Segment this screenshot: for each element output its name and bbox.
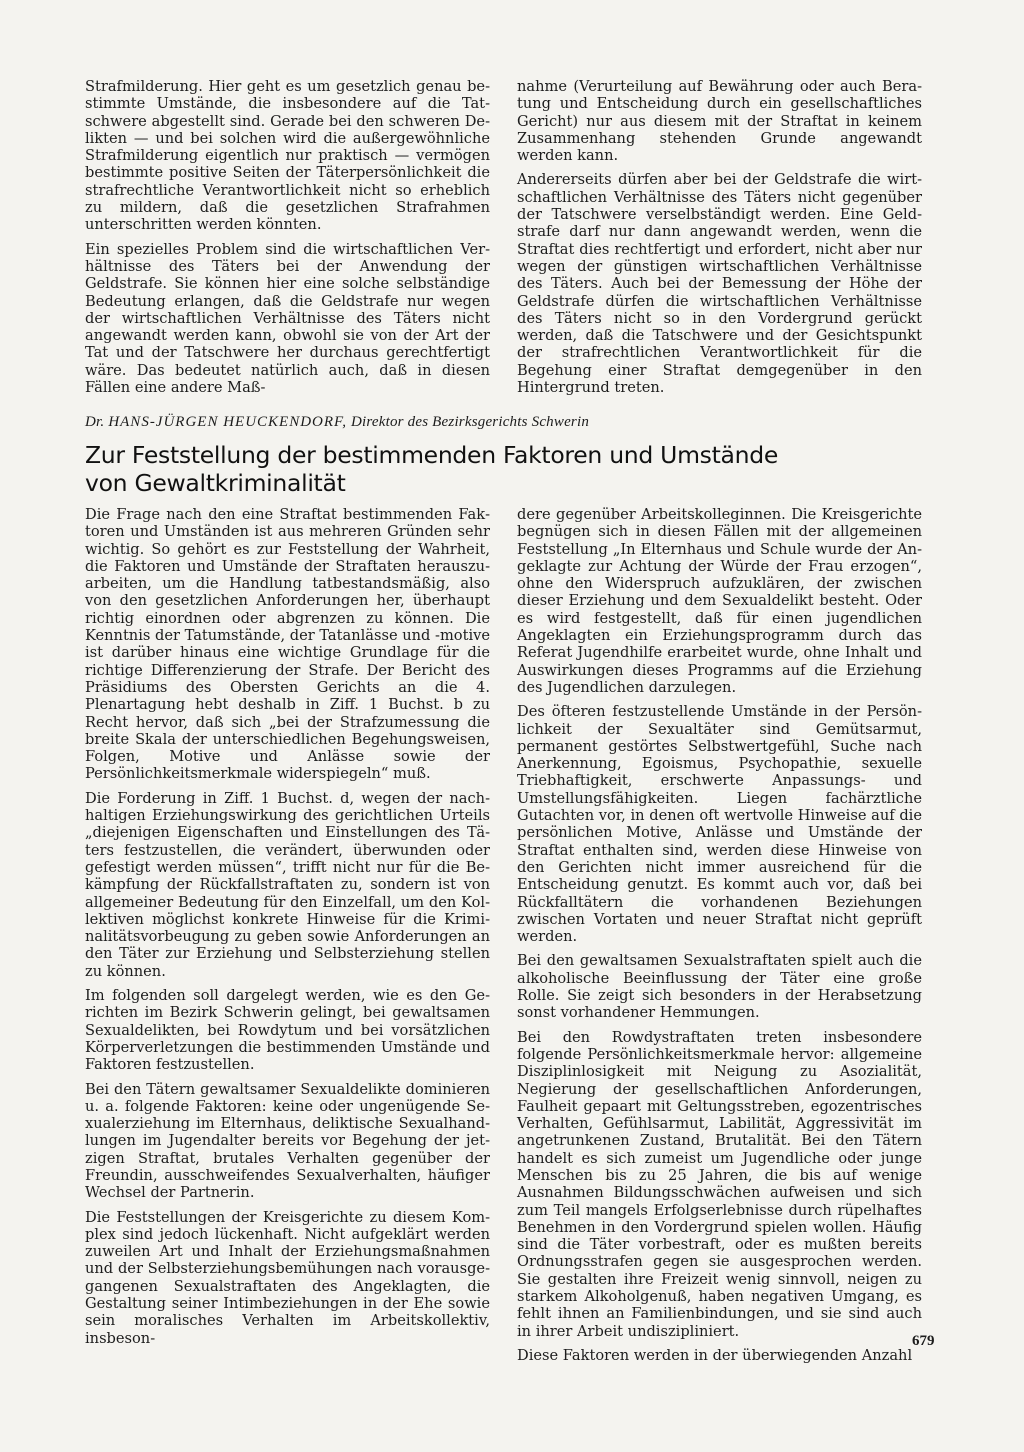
headline-line-2: von Gewaltkriminalität (85, 469, 346, 497)
paragraph: Die Forderung in Ziff. 1 Buchst. d, wegen der nachhaltigen Erziehungswirkung des gerichtlichen Urteils „diejenigen Eigenschaften und Einstellungen des Täters festzustellen, die verändert, überwunden oder gefestigt werden müssen“, trifft nicht nur für die Bekämpfung der Rückfallstraftaten zu, sondern ist von allgemeiner Bedeutung für den Einzelfall, um den Kollektiven möglichst konkrete Hinweise für die Kriminalitätsvorbeugung zu geben sowie Anforderungen an den Täter zur Erziehung und Selbsterziehung stellen zu können. (85, 789, 490, 980)
paragraph: Des öfteren festzustellende Umstände in der Persönlichkeit der Sexualtäter sind Gemütsarmut, permanent gestörtes Selbstwertgefühl, Suche nach Anerkennung, Egoismus, Psychopathie, sexuelle Triebhaftigkeit, erschwerte Anpassungs- und Umstellungsfähigkeiten. Liegen fachärztliche Gutachten vor, in denen oft wertvolle Hinweise auf die persönlichen Motive, Anlässe und Umstände der Straftat enthalten sind, werden diese Hinweise von den Gerichten nicht immer ausreichend für die Entscheidung genutzt. Es kommt auch vor, daß bei Rückfalltätern die vorhandenen Beziehungen zwischen Vortaten und neuer Straftat nicht geprüft werden. (517, 703, 922, 946)
column-bottom-right (517, 506, 922, 1371)
paragraph: dere gegenüber Arbeitskolleginnen. Die Kreisgerichte begnügen sich in diesen Fällen mit der allgemeinen Feststellung „In Elternhaus und Schule wurde der Angeklagte zur Achtung der Würde der Frau erzogen“, ohne den Widerspruch aufzuklären, der zwischen dieser Erziehung und dem Sexualdelikt besteht. Oder es wird festgestellt, daß für einen jugendlichen Angeklagten ein Erziehungsprogramm durch das Referat Jugendhilfe erarbeitet wurde, ohne Inhalt und Auswirkungen dieses Programms auf die Erziehung des Jugendlichen darzulegen. (517, 506, 922, 696)
author-byline (85, 414, 589, 431)
paragraph: Bei den gewaltsamen Sexualstraftaten spielt auch die alkoholische Beeinflussung der Täter eine große Rolle. Sie zeigt sich besonders in der Herabsetzung sonst vorhandener Hemmungen. (517, 952, 922, 1022)
page-number: 679 (912, 1333, 935, 1349)
author-prefix: Dr. (85, 414, 105, 430)
paragraph: Andererseits dürfen aber bei der Geldstrafe die wirtschaftlichen Verhältnisse des Täters nicht gegenüber der Tatschwere verselbständigt werden. Eine Geldstrafe darf nur dann angewandt werden, wenn die Straftat dies rechtfertigt und erfordert, nicht aber nur wegen der günstigen wirtschaftlichen Verhältnisse des Täters. Auch bei der Bemessung der Höhe der Geldstrafe dürfen die wirtschaftlichen Verhältnisse des Täters nicht so in den Vordergrund gerückt werden, daß die Tatschwere und der Gesichtspunkt der strafrechtlichen Verantwortlichkeit für die Begehung einer Straftat demgegenüber in den Hintergrund treten. (517, 171, 922, 397)
paragraph: Diese Faktoren werden in der überwiegenden Anzahl (517, 1346, 913, 1364)
column-top-right (517, 78, 922, 403)
author-name: HANS-JÜRGEN HEUCKENDORF, (108, 414, 348, 430)
paragraph: Die Frage nach den eine Straftat bestimmenden Faktoren und Umständen ist aus mehreren Gründen sehr wichtig. So gehört es zur Feststellung der Wahrheit, die Faktoren und Umstände der Straftaten herauszuarbeiten, um die Handlung tatbestandsmäßig, also von den gesetzlichen Anforderungen her, überhaupt richtig einordnen oder abgrenzen zu können. Die Kenntnis der Tatumstände, der Tatanlässe und -motive ist darüber hinaus eine wichtige Grundlage für die richtige Differenzierung der Strafe. Der Bericht des Präsidiums des Obersten Gerichts an die 4. Plenartagung hebt deshalb in Ziff. 1 Buchst. b zu Recht hervor, daß sich „bei der Strafzumessung die breite Skala der unterschiedlichen Begehungsweisen, Folgen, Motive und Anlässe sowie der Persönlichkeitsmerkmale widerspiegeln“ muß. (85, 506, 490, 783)
author-role: Direktor des Bezirksgerichts Schwerin (350, 414, 590, 430)
column-bottom-left (85, 506, 490, 1354)
article-headline (85, 441, 778, 497)
headline-line-1: Zur Feststellung der bestimmenden Faktoren und Umstände (85, 441, 778, 469)
paragraph: Bei den Rowdystraftaten treten insbesondere folgende Persönlichkeitsmerkmale hervor: allgemeine Disziplinlosigkeit mit Neigung zu Asozialität, Negierung der gesellschaftlichen Anforderungen, Faulheit gepaart mit Geltungsstreben, egozentrisches Verhalten, Gefühlsarmut, Labilität, Aggressivität im angetrunkenen Zustand, Brutalität. Bei den Tätern handelt es sich zumeist um Jugendliche oder junge Menschen bis zu 25 Jahren, die bis auf wenige Ausnahmen Bildungsschwächen aufweisen und sich zum Teil mangels Erfolgserlebnisse durch rüpelhaftes Benehmen in den Vordergrund spielen wollen. Häufig sind die Täter vorbestraft, oder es mußten bereits Ordnungsstrafen gegen sie ausgesprochen werden. Sie gestalten ihre Freizeit wenig sinnvoll, neigen zu starkem Alkoholgenuß, haben negativen Umgang, es fehlt ihnen an Familienbindungen, und sie sind auch in ihrer Arbeit undiszipliniert. (517, 1028, 922, 1340)
paragraph: Ein spezielles Problem sind die wirtschaftlichen Verhältnisse des Täters bei der Anwendung der Geldstrafe. Sie können hier eine solche selbständige Bedeutung erlangen, daß die Geldstrafe nur wegen der wirtschaftlichen Verhältnisse des Täters nicht angewandt werden kann, obwohl sie von der Art der Tat und der Tatschwere her durchaus gerechtfertigt wäre. Das bedeutet natürlich auch, daß in diesen Fällen eine andere Maß- (85, 240, 490, 397)
paragraph: Im folgenden soll dargelegt werden, wie es den Gerichten im Bezirk Schwerin gelingt, bei gewaltsamen Sexualdelikten, bei Rowdytum und bei vorsätzlichen Körperverletzungen die bestimmenden Umstände und Faktoren festzustellen. (85, 987, 490, 1074)
paragraph: Strafmilderung. Hier geht es um gesetzlich genau bestimmte Umstände, die insbesondere auf die Tatschwere abgestellt sind. Gerade bei den schweren Delikten — und bei solchen wird die außergewöhnliche Strafmilderung eigentlich nur praktisch — vermögen bestimmte positive Seiten der Täterpersönlichkeit die strafrechtliche Verantwortlichkeit nicht so erheblich zu mildern, daß die gesetzlichen Strafrahmen unterschritten werden könnten. (85, 78, 490, 234)
column-top-left (85, 78, 490, 403)
paragraph: Die Feststellungen der Kreisgerichte zu diesem Komplex sind jedoch lückenhaft. Nicht aufgeklärt werden zuweilen Art und Inhalt der Erziehungsmaßnahmen und der Selbsterziehungsbemühungen nach vorausgegangenen Sexualstraftaten des Angeklagten, die Gestaltung seiner Intimbeziehungen in der Ehe sowie sein moralisches Verhalten im Arbeitskollektiv, insbeson- (85, 1208, 490, 1347)
paragraph: nahme (Verurteilung auf Bewährung oder auch Beratung und Entscheidung durch ein gesellschaftliches Gericht) nur aus diesem mit der Straftat in keinem Zusammenhang stehenden Grunde angewandt werden kann. (517, 78, 922, 165)
paragraph: Bei den Tätern gewaltsamer Sexualdelikte dominieren u. a. folgende Faktoren: keine oder ungenügende Sexualerziehung im Elternhaus, deliktische Sexualhandlungen im Jugendalter bereits vor Begehung der jetzigen Straftat, brutales Verhalten gegenüber der Freundin, ausschweifendes Sexualverhalten, häufiger Wechsel der Partnerin. (85, 1080, 490, 1202)
